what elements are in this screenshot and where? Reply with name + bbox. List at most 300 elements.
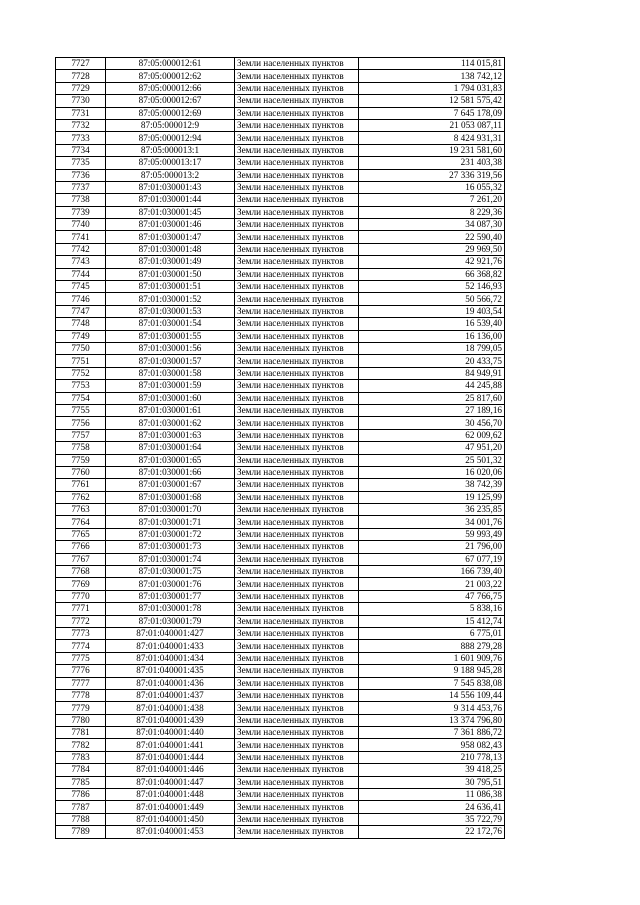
cadastral-value-cell: 34 087,30 xyxy=(359,219,505,231)
land-category-cell: Земли населенных пунктов xyxy=(235,528,359,540)
land-category-cell: Земли населенных пунктов xyxy=(235,256,359,268)
cadastral-number-cell: 87:05:000013:1 xyxy=(106,144,235,156)
cadastral-number-cell: 87:01:030001:73 xyxy=(106,541,235,553)
row-number-cell: 7755 xyxy=(56,404,106,416)
cadastral-number-cell: 87:05:000012:69 xyxy=(106,107,235,119)
table-row xyxy=(56,243,505,255)
table-row xyxy=(56,169,505,181)
cadastral-number-cell: 87:01:030001:47 xyxy=(106,231,235,243)
cadastral-value-cell: 6 775,01 xyxy=(359,627,505,639)
table-row xyxy=(56,813,505,825)
row-number-cell: 7744 xyxy=(56,268,106,280)
table-row xyxy=(56,491,505,503)
row-number-cell: 7731 xyxy=(56,107,106,119)
cadastral-value-cell: 13 374 796,80 xyxy=(359,714,505,726)
land-category-cell: Земли населенных пунктов xyxy=(235,615,359,627)
row-number-cell: 7765 xyxy=(56,528,106,540)
cadastral-value-cell: 19 231 581,60 xyxy=(359,144,505,156)
cadastral-number-cell: 87:01:030001:52 xyxy=(106,293,235,305)
cadastral-value-cell: 9 314 453,76 xyxy=(359,702,505,714)
cadastral-number-cell: 87:05:000012:66 xyxy=(106,82,235,94)
row-number-cell: 7788 xyxy=(56,813,106,825)
cadastral-number-cell: 87:01:030001:78 xyxy=(106,603,235,615)
cadastral-value-cell: 84 949,91 xyxy=(359,367,505,379)
cadastral-number-cell: 87:01:030001:48 xyxy=(106,243,235,255)
cadastral-value-cell: 16 020,06 xyxy=(359,466,505,478)
row-number-cell: 7786 xyxy=(56,789,106,801)
land-category-cell: Земли населенных пунктов xyxy=(235,566,359,578)
table-row xyxy=(56,603,505,615)
cadastral-number-cell: 87:01:030001:49 xyxy=(106,256,235,268)
cadastral-value-cell: 16 539,40 xyxy=(359,318,505,330)
table-row xyxy=(56,206,505,218)
land-category-cell: Земли населенных пунктов xyxy=(235,268,359,280)
cadastral-number-cell: 87:01:030001:51 xyxy=(106,281,235,293)
cadastral-value-cell: 7 261,20 xyxy=(359,194,505,206)
cadastral-value-cell: 21 053 087,11 xyxy=(359,119,505,131)
land-category-cell: Земли населенных пунктов xyxy=(235,305,359,317)
row-number-cell: 7743 xyxy=(56,256,106,268)
table-row xyxy=(56,119,505,131)
row-number-cell: 7767 xyxy=(56,553,106,565)
cadastral-number-cell: 87:01:030001:58 xyxy=(106,367,235,379)
cadastral-number-cell: 87:01:040001:439 xyxy=(106,714,235,726)
cadastral-number-cell: 87:01:030001:66 xyxy=(106,466,235,478)
row-number-cell: 7727 xyxy=(56,58,106,70)
cadastral-value-cell: 50 566,72 xyxy=(359,293,505,305)
cadastral-number-cell: 87:01:040001:453 xyxy=(106,826,235,838)
cadastral-value-cell: 11 086,38 xyxy=(359,789,505,801)
table-row xyxy=(56,578,505,590)
land-category-cell: Земли населенных пунктов xyxy=(235,665,359,677)
land-category-cell: Земли населенных пунктов xyxy=(235,82,359,94)
land-category-cell: Земли населенных пунктов xyxy=(235,318,359,330)
cadastral-value-cell: 24 636,41 xyxy=(359,801,505,813)
cadastral-number-cell: 87:01:040001:446 xyxy=(106,764,235,776)
cadastral-number-cell: 87:01:040001:447 xyxy=(106,776,235,788)
land-category-cell: Земли населенных пунктов xyxy=(235,739,359,751)
table-row xyxy=(56,826,505,838)
land-category-cell: Земли населенных пунктов xyxy=(235,169,359,181)
table-row xyxy=(56,764,505,776)
row-number-cell: 7734 xyxy=(56,144,106,156)
cadastral-value-cell: 25 501,32 xyxy=(359,454,505,466)
cadastral-number-cell: 87:01:030001:79 xyxy=(106,615,235,627)
cadastral-value-cell: 20 433,75 xyxy=(359,355,505,367)
cadastral-number-cell: 87:01:030001:60 xyxy=(106,392,235,404)
table-row xyxy=(56,665,505,677)
cadastral-value-cell: 888 279,28 xyxy=(359,640,505,652)
land-category-cell: Земли населенных пунктов xyxy=(235,640,359,652)
cadastral-value-cell: 14 556 109,44 xyxy=(359,689,505,701)
row-number-cell: 7763 xyxy=(56,504,106,516)
land-category-cell: Земли населенных пунктов xyxy=(235,392,359,404)
row-number-cell: 7777 xyxy=(56,677,106,689)
row-number-cell: 7745 xyxy=(56,281,106,293)
cadastral-number-cell: 87:01:030001:65 xyxy=(106,454,235,466)
cadastral-number-cell: 87:01:030001:72 xyxy=(106,528,235,540)
land-category-cell: Земли населенных пунктов xyxy=(235,491,359,503)
row-number-cell: 7738 xyxy=(56,194,106,206)
row-number-cell: 7751 xyxy=(56,355,106,367)
row-number-cell: 7730 xyxy=(56,95,106,107)
land-category-cell: Земли населенных пунктов xyxy=(235,157,359,169)
cadastral-value-cell: 29 969,50 xyxy=(359,243,505,255)
cadastral-value-cell: 8 229,36 xyxy=(359,206,505,218)
cadastral-number-cell: 87:01:030001:63 xyxy=(106,429,235,441)
land-category-cell: Земли населенных пунктов xyxy=(235,466,359,478)
table-row xyxy=(56,789,505,801)
cadastral-number-cell: 87:01:040001:433 xyxy=(106,640,235,652)
table-row xyxy=(56,776,505,788)
land-category-cell: Земли населенных пунктов xyxy=(235,776,359,788)
table-row xyxy=(56,454,505,466)
row-number-cell: 7762 xyxy=(56,491,106,503)
cadastral-value-cell: 958 082,43 xyxy=(359,739,505,751)
table-row xyxy=(56,367,505,379)
cadastral-number-cell: 87:01:040001:436 xyxy=(106,677,235,689)
table-row xyxy=(56,82,505,94)
land-category-cell: Земли населенных пунктов xyxy=(235,194,359,206)
land-category-cell: Земли населенных пунктов xyxy=(235,132,359,144)
table-row xyxy=(56,342,505,354)
row-number-cell: 7740 xyxy=(56,219,106,231)
row-number-cell: 7748 xyxy=(56,318,106,330)
table-row xyxy=(56,256,505,268)
cadastral-value-cell: 36 235,85 xyxy=(359,504,505,516)
cadastral-number-cell: 87:01:030001:56 xyxy=(106,342,235,354)
land-category-cell: Земли населенных пунктов xyxy=(235,727,359,739)
table-row xyxy=(56,590,505,602)
table-row xyxy=(56,627,505,639)
cadastral-value-cell: 38 742,39 xyxy=(359,479,505,491)
cadastral-number-cell: 87:01:030001:53 xyxy=(106,305,235,317)
cadastral-value-cell: 27 336 319,56 xyxy=(359,169,505,181)
row-number-cell: 7781 xyxy=(56,727,106,739)
cadastral-value-cell: 30 795,51 xyxy=(359,776,505,788)
row-number-cell: 7756 xyxy=(56,417,106,429)
table-row xyxy=(56,677,505,689)
table-row xyxy=(56,107,505,119)
cadastral-value-cell: 1 794 031,83 xyxy=(359,82,505,94)
cadastral-value-cell: 59 993,49 xyxy=(359,528,505,540)
row-number-cell: 7736 xyxy=(56,169,106,181)
cadastral-value-cell: 22 172,76 xyxy=(359,826,505,838)
row-number-cell: 7746 xyxy=(56,293,106,305)
cadastral-value-cell: 166 739,40 xyxy=(359,566,505,578)
cadastral-value-cell: 231 403,38 xyxy=(359,157,505,169)
land-category-cell: Земли населенных пунктов xyxy=(235,603,359,615)
land-category-cell: Земли населенных пунктов xyxy=(235,342,359,354)
cadastral-number-cell: 87:01:040001:441 xyxy=(106,739,235,751)
table-row xyxy=(56,330,505,342)
row-number-cell: 7789 xyxy=(56,826,106,838)
cadastral-number-cell: 87:05:000013:2 xyxy=(106,169,235,181)
row-number-cell: 7761 xyxy=(56,479,106,491)
cadastral-number-cell: 87:05:000013:17 xyxy=(106,157,235,169)
land-category-cell: Земли населенных пунктов xyxy=(235,293,359,305)
cadastral-number-cell: 87:01:040001:434 xyxy=(106,652,235,664)
table-row xyxy=(56,132,505,144)
cadastral-value-cell: 15 412,74 xyxy=(359,615,505,627)
cadastral-number-cell: 87:01:030001:68 xyxy=(106,491,235,503)
table-row xyxy=(56,727,505,739)
cadastral-number-cell: 87:01:030001:55 xyxy=(106,330,235,342)
cadastral-number-cell: 87:01:030001:54 xyxy=(106,318,235,330)
table-row xyxy=(56,801,505,813)
cadastral-number-cell: 87:01:030001:44 xyxy=(106,194,235,206)
row-number-cell: 7766 xyxy=(56,541,106,553)
land-category-cell: Земли населенных пунктов xyxy=(235,504,359,516)
table-body xyxy=(56,58,505,839)
row-number-cell: 7739 xyxy=(56,206,106,218)
row-number-cell: 7771 xyxy=(56,603,106,615)
row-number-cell: 7785 xyxy=(56,776,106,788)
land-category-cell: Земли населенных пунктов xyxy=(235,380,359,392)
land-category-cell: Земли населенных пунктов xyxy=(235,442,359,454)
cadastral-value-cell: 47 951,20 xyxy=(359,442,505,454)
row-number-cell: 7773 xyxy=(56,627,106,639)
cadastral-number-cell: 87:01:030001:43 xyxy=(106,181,235,193)
cadastral-value-cell: 7 645 178,09 xyxy=(359,107,505,119)
cadastral-number-cell: 87:05:000012:67 xyxy=(106,95,235,107)
table-row xyxy=(56,181,505,193)
cadastral-value-cell: 12 581 575,42 xyxy=(359,95,505,107)
cadastral-number-cell: 87:01:030001:46 xyxy=(106,219,235,231)
row-number-cell: 7729 xyxy=(56,82,106,94)
row-number-cell: 7778 xyxy=(56,689,106,701)
cadastral-number-cell: 87:01:030001:61 xyxy=(106,404,235,416)
cadastral-value-cell: 1 601 909,76 xyxy=(359,652,505,664)
table-row xyxy=(56,553,505,565)
row-number-cell: 7776 xyxy=(56,665,106,677)
cadastral-value-cell: 9 188 945,28 xyxy=(359,665,505,677)
land-category-cell: Земли населенных пунктов xyxy=(235,751,359,763)
land-category-cell: Земли населенных пунктов xyxy=(235,578,359,590)
land-category-cell: Земли населенных пунктов xyxy=(235,219,359,231)
table-row xyxy=(56,541,505,553)
table-row xyxy=(56,640,505,652)
land-category-cell: Земли населенных пунктов xyxy=(235,689,359,701)
land-category-cell: Земли населенных пунктов xyxy=(235,652,359,664)
cadastral-value-cell: 7 545 838,08 xyxy=(359,677,505,689)
table-row xyxy=(56,95,505,107)
cadastral-value-cell: 8 424 931,31 xyxy=(359,132,505,144)
cadastral-number-cell: 87:01:030001:77 xyxy=(106,590,235,602)
cadastral-number-cell: 87:01:030001:50 xyxy=(106,268,235,280)
cadastral-number-cell: 87:01:030001:74 xyxy=(106,553,235,565)
land-category-cell: Земли населенных пунктов xyxy=(235,231,359,243)
cadastral-value-cell: 52 146,93 xyxy=(359,281,505,293)
row-number-cell: 7764 xyxy=(56,516,106,528)
table-row xyxy=(56,293,505,305)
cadastral-number-cell: 87:01:030001:64 xyxy=(106,442,235,454)
land-category-cell: Земли населенных пунктов xyxy=(235,813,359,825)
table-row xyxy=(56,504,505,516)
cadastral-value-cell: 5 838,16 xyxy=(359,603,505,615)
table-row xyxy=(56,231,505,243)
land-category-cell: Земли населенных пунктов xyxy=(235,206,359,218)
land-category-cell: Земли населенных пунктов xyxy=(235,404,359,416)
table-row xyxy=(56,58,505,70)
cadastral-value-cell: 21 796,00 xyxy=(359,541,505,553)
table-row xyxy=(56,305,505,317)
cadastral-number-cell: 87:01:040001:440 xyxy=(106,727,235,739)
cadastral-number-cell: 87:01:030001:57 xyxy=(106,355,235,367)
cadastral-value-cell: 21 003,22 xyxy=(359,578,505,590)
cadastral-value-cell: 18 799,05 xyxy=(359,342,505,354)
cadastral-number-cell: 87:01:040001:448 xyxy=(106,789,235,801)
land-category-cell: Земли населенных пунктов xyxy=(235,516,359,528)
cadastral-number-cell: 87:01:030001:75 xyxy=(106,566,235,578)
cadastral-number-cell: 87:05:000012:9 xyxy=(106,119,235,131)
table-row xyxy=(56,652,505,664)
row-number-cell: 7770 xyxy=(56,590,106,602)
table-row xyxy=(56,714,505,726)
table-row xyxy=(56,144,505,156)
row-number-cell: 7769 xyxy=(56,578,106,590)
land-category-cell: Земли населенных пунктов xyxy=(235,417,359,429)
table-row xyxy=(56,429,505,441)
land-category-cell: Земли населенных пунктов xyxy=(235,58,359,70)
cadastral-value-table xyxy=(55,57,505,839)
cadastral-number-cell: 87:01:030001:71 xyxy=(106,516,235,528)
land-category-cell: Земли населенных пунктов xyxy=(235,454,359,466)
cadastral-value-cell: 22 590,40 xyxy=(359,231,505,243)
land-category-cell: Земли населенных пунктов xyxy=(235,826,359,838)
land-category-cell: Земли населенных пунктов xyxy=(235,144,359,156)
land-category-cell: Земли населенных пунктов xyxy=(235,119,359,131)
table-row xyxy=(56,417,505,429)
table-row xyxy=(56,380,505,392)
row-number-cell: 7774 xyxy=(56,640,106,652)
land-category-cell: Земли населенных пунктов xyxy=(235,789,359,801)
row-number-cell: 7742 xyxy=(56,243,106,255)
table-row xyxy=(56,528,505,540)
row-number-cell: 7772 xyxy=(56,615,106,627)
row-number-cell: 7782 xyxy=(56,739,106,751)
cadastral-number-cell: 87:01:040001:437 xyxy=(106,689,235,701)
cadastral-number-cell: 87:01:040001:435 xyxy=(106,665,235,677)
cadastral-value-cell: 67 077,19 xyxy=(359,553,505,565)
cadastral-value-cell: 25 817,60 xyxy=(359,392,505,404)
row-number-cell: 7737 xyxy=(56,181,106,193)
cadastral-number-cell: 87:01:030001:62 xyxy=(106,417,235,429)
row-number-cell: 7758 xyxy=(56,442,106,454)
table-row xyxy=(56,281,505,293)
land-category-cell: Земли населенных пунктов xyxy=(235,541,359,553)
table-row xyxy=(56,70,505,82)
row-number-cell: 7747 xyxy=(56,305,106,317)
row-number-cell: 7749 xyxy=(56,330,106,342)
row-number-cell: 7783 xyxy=(56,751,106,763)
row-number-cell: 7759 xyxy=(56,454,106,466)
cadastral-value-cell: 19 125,99 xyxy=(359,491,505,503)
land-category-cell: Земли населенных пунктов xyxy=(235,281,359,293)
cadastral-value-cell: 34 001,76 xyxy=(359,516,505,528)
land-category-cell: Земли населенных пунктов xyxy=(235,764,359,776)
table-row xyxy=(56,702,505,714)
land-category-cell: Земли населенных пунктов xyxy=(235,479,359,491)
land-category-cell: Земли населенных пунктов xyxy=(235,181,359,193)
row-number-cell: 7784 xyxy=(56,764,106,776)
row-number-cell: 7750 xyxy=(56,342,106,354)
land-category-cell: Земли населенных пунктов xyxy=(235,627,359,639)
cadastral-value-cell: 27 189,16 xyxy=(359,404,505,416)
table-row xyxy=(56,157,505,169)
row-number-cell: 7760 xyxy=(56,466,106,478)
row-number-cell: 7752 xyxy=(56,367,106,379)
cadastral-value-cell: 42 921,76 xyxy=(359,256,505,268)
row-number-cell: 7754 xyxy=(56,392,106,404)
cadastral-value-cell: 16 055,32 xyxy=(359,181,505,193)
land-category-cell: Земли населенных пунктов xyxy=(235,330,359,342)
land-category-cell: Земли населенных пунктов xyxy=(235,70,359,82)
cadastral-value-cell: 16 136,00 xyxy=(359,330,505,342)
table-row xyxy=(56,739,505,751)
land-category-cell: Земли населенных пунктов xyxy=(235,367,359,379)
table-row xyxy=(56,615,505,627)
cadastral-value-cell: 30 456,70 xyxy=(359,417,505,429)
table-row xyxy=(56,194,505,206)
table-row xyxy=(56,516,505,528)
cadastral-value-cell: 62 009,62 xyxy=(359,429,505,441)
cadastral-value-cell: 138 742,12 xyxy=(359,70,505,82)
table-row xyxy=(56,219,505,231)
cadastral-value-cell: 114 015,81 xyxy=(359,58,505,70)
cadastral-value-cell: 44 245,88 xyxy=(359,380,505,392)
cadastral-value-cell: 66 368,82 xyxy=(359,268,505,280)
land-category-cell: Земли населенных пунктов xyxy=(235,355,359,367)
cadastral-number-cell: 87:01:030001:76 xyxy=(106,578,235,590)
cadastral-number-cell: 87:01:040001:450 xyxy=(106,813,235,825)
table-row xyxy=(56,404,505,416)
cadastral-number-cell: 87:01:030001:70 xyxy=(106,504,235,516)
cadastral-number-cell: 87:01:030001:59 xyxy=(106,380,235,392)
row-number-cell: 7753 xyxy=(56,380,106,392)
row-number-cell: 7757 xyxy=(56,429,106,441)
row-number-cell: 7780 xyxy=(56,714,106,726)
table-row xyxy=(56,689,505,701)
cadastral-value-cell: 19 403,54 xyxy=(359,305,505,317)
cadastral-number-cell: 87:01:040001:427 xyxy=(106,627,235,639)
cadastral-number-cell: 87:01:040001:449 xyxy=(106,801,235,813)
land-category-cell: Земли населенных пунктов xyxy=(235,677,359,689)
cadastral-number-cell: 87:01:030001:67 xyxy=(106,479,235,491)
table-row xyxy=(56,442,505,454)
land-category-cell: Земли населенных пунктов xyxy=(235,590,359,602)
cadastral-value-cell: 47 766,75 xyxy=(359,590,505,602)
row-number-cell: 7733 xyxy=(56,132,106,144)
land-category-cell: Земли населенных пунктов xyxy=(235,107,359,119)
table-row xyxy=(56,318,505,330)
land-category-cell: Земли населенных пунктов xyxy=(235,429,359,441)
cadastral-value-cell: 35 722,79 xyxy=(359,813,505,825)
table-row xyxy=(56,566,505,578)
table-row xyxy=(56,355,505,367)
land-category-cell: Земли населенных пунктов xyxy=(235,553,359,565)
cadastral-value-cell: 7 361 886,72 xyxy=(359,727,505,739)
land-category-cell: Земли населенных пунктов xyxy=(235,243,359,255)
row-number-cell: 7735 xyxy=(56,157,106,169)
cadastral-number-cell: 87:05:000012:61 xyxy=(106,58,235,70)
row-number-cell: 7741 xyxy=(56,231,106,243)
cadastral-number-cell: 87:01:040001:438 xyxy=(106,702,235,714)
cadastral-value-cell: 210 778,13 xyxy=(359,751,505,763)
row-number-cell: 7768 xyxy=(56,566,106,578)
cadastral-number-cell: 87:05:000012:62 xyxy=(106,70,235,82)
land-category-cell: Земли населенных пунктов xyxy=(235,95,359,107)
